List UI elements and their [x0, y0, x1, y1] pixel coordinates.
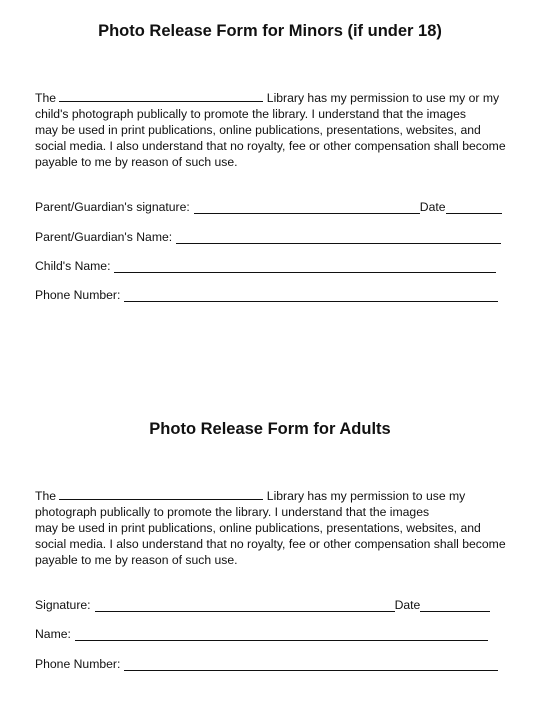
adults-signature-row [35, 598, 490, 612]
minors-guardian-name-label: Parent/Guardian's Name: [35, 230, 173, 244]
minors-phone-label: Phone Number: [35, 288, 121, 302]
minors-phone-field[interactable] [124, 289, 498, 302]
minors-para-line-4: social media. I also understand that no royalty, fee or other compensation shall become [35, 139, 506, 153]
minors-date-field[interactable] [446, 201, 502, 214]
adults-permission-paragraph [35, 487, 505, 568]
adults-name-row [35, 627, 488, 641]
adults-para-line-1 [35, 487, 505, 504]
minors-para-line-1 [35, 89, 505, 106]
minors-form-title: Photo Release Form for Minors (if under 18) [98, 22, 442, 40]
minors-permission-text: Library has my permission to use my or my [266, 91, 500, 105]
adults-name-label: Name: [35, 627, 71, 641]
minors-signature-row [35, 200, 502, 214]
minors-phone-row [35, 288, 498, 302]
minors-guardian-name-row [35, 230, 501, 244]
minors-child-name-label: Child's Name: [35, 259, 111, 273]
adults-permission-text: Library has my permission to use my [266, 489, 466, 503]
adults-para-line-2: photograph publically to promote the library. I understand that the images [35, 505, 430, 519]
minors-library-name-blank[interactable] [59, 89, 263, 102]
minors-signature-label: Parent/Guardian's signature: [35, 200, 190, 214]
minors-para-line-5: payable to me by reason of such use. [35, 155, 238, 169]
adults-phone-field[interactable] [124, 658, 498, 671]
adults-form-title: Photo Release Form for Adults [149, 420, 391, 438]
minors-child-name-row [35, 259, 496, 273]
minors-permission-paragraph [35, 89, 505, 170]
minors-guardian-name-field[interactable] [176, 231, 501, 244]
minors-the-word: The [35, 91, 57, 105]
adults-name-field[interactable] [75, 628, 488, 641]
adults-para-line-5: payable to me by reason of such use. [35, 553, 238, 567]
minors-para-line-3: may be used in print publications, online publications, presentations, websites, and [35, 123, 481, 137]
adults-the-word: The [35, 489, 57, 503]
adults-signature-label: Signature: [35, 598, 91, 612]
adults-date-label: Date [394, 598, 421, 612]
minors-signature-field[interactable] [194, 201, 420, 214]
adults-para-line-4: social media. I also understand that no royalty, fee or other compensation shall become [35, 537, 506, 551]
adults-date-field[interactable] [420, 599, 490, 612]
minors-date-label: Date [419, 200, 446, 214]
minors-para-line-2: child's photograph publically to promote the library. I understand that the images [35, 107, 466, 121]
minors-child-name-field[interactable] [114, 260, 496, 273]
adults-signature-field[interactable] [95, 599, 395, 612]
adults-phone-row [35, 657, 498, 671]
adults-library-name-blank[interactable] [59, 487, 263, 500]
adults-phone-label: Phone Number: [35, 657, 121, 671]
adults-para-line-3: may be used in print publications, online publications, presentations, websites, and [35, 521, 481, 535]
